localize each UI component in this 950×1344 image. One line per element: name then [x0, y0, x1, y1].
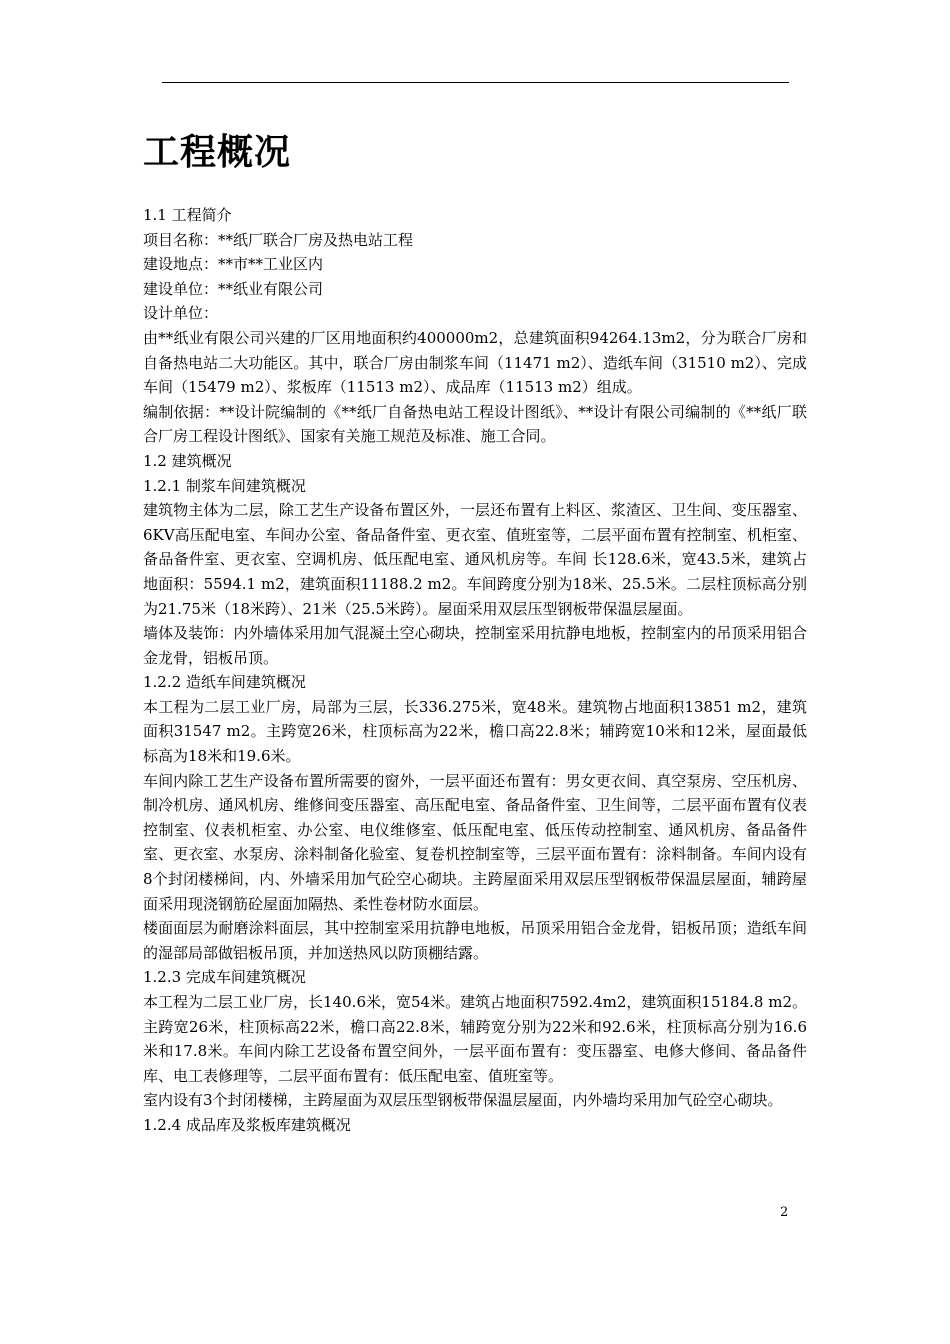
body-paragraph: 本工程为二层工业厂房，长140.6米，宽54米。建筑占地面积7592.4m2，建筑面积15184.8 m2。主跨宽26米，柱顶标高22米，檐口高22.8米，辅跨宽分别为22米和92.6米，柱顶标高分别为16.6米和17.8米。车间内除工艺设备布置空间外，一层平面布置有：变压器室、电修大修间、备品备件库、电工表修理等，二层平面布置有：低压配电室、值班室等。 [143, 993, 807, 1085]
designer-line: 设计单位： [143, 304, 219, 323]
section-heading: 1.2 建筑概况 [143, 451, 232, 470]
section-heading: 1.1 工程简介 [143, 206, 232, 224]
page-number: 2 [780, 1205, 789, 1220]
owner-line: 建设单位：**纸业有限公司 [143, 279, 324, 298]
site-location-line: 建设地点：**市**工业区内 [143, 255, 324, 274]
body-paragraph: 楼面面层为耐磨涂料面层，其中控制室采用抗静电地板，吊顶采用铝合金龙骨，铝板吊顶；造纸车间的湿部局部做铝板吊顶，并加送热风以防顶棚结露。 [143, 919, 807, 962]
body-paragraph: 墙体及装饰：内外墙体采用加气混凝土空心砌块，控制室采用抗静电地板，控制室内的吊顶采用铝合金龙骨，铝板吊顶。 [143, 624, 807, 667]
subsection-heading: 1.2.4 成品库及浆板库建筑概况 [143, 1115, 351, 1134]
subsection-heading: 1.2.3 完成车间建筑概况 [143, 968, 306, 987]
body-paragraph: 本工程为二层工业厂房，局部为三层，长336.275米，宽48米。建筑物占地面积13851 m2，建筑面积31547 m2。主跨宽26米，柱顶标高为22米，檐口高22.8米；辅跨宽10米和12米，屋面最低标高为18米和19.6米。 [143, 697, 807, 766]
subsection-heading: 1.2.2 造纸车间建筑概况 [143, 673, 306, 692]
header-rule [162, 82, 789, 83]
body-paragraph: 车间内除工艺生产设备布置所需要的窗外，一层平面还布置有：男女更衣间、真空泵房、空压机房、制冷机房、通风机房、维修间变压器室、高压配电室、备品备件室、卫生间等，二层平面布置有仪表控制室、仪表机柜室、办公室、电仪维修室、低压配电室、低压传动控制室、通风机房、备品备件室、更衣室、水泵房、涂料制备化验室、复卷机控制室等，三层平面布置有：涂料制备。车间内设有8个封闭楼梯间，内、外墙采用加气砼空心砌块。主跨屋面采用双层压型钢板带保温层屋面，辅跨屋面采用现浇钢筋砼屋面加隔热、柔性卷材防水面层。 [143, 771, 807, 913]
subsection-heading: 1.2.1 制浆车间建筑概况 [143, 476, 306, 495]
overview-paragraph: 由**纸业有限公司兴建的厂区用地面积约400000m2，总建筑面积94264.13m2，分为联合厂房和自备热电站二大功能区。其中，联合厂房由制浆车间（11471 m2）、造纸车间（31510 m2）、完成车间（15479 m2）、浆板库（11513 m2）、成品库（11513 m2）组成。 [143, 328, 807, 397]
document-body [143, 203, 807, 1138]
page-title: 工程概况 [143, 132, 292, 173]
body-paragraph: 建筑物主体为二层，除工艺生产设备布置区外，一层还布置有上料区、浆渣区、卫生间、变压器室、6KV高压配电室、车间办公室、备品备件室、更衣室、值班室等，二层平面布置有控制室、机柜室、备品备件室、更衣室、空调机房、低压配电室、通风机房等。车间 长128.6米，宽43.5米，建筑占地面积：5594.1 m2，建筑面积11188.2 m2。车间跨度分别为18米、25.5米。二层柱顶标高分别为21.75米（18米跨）、21米（25.5米跨）。屋面采用双层压型钢板带保温层屋面。 [143, 501, 807, 618]
body-paragraph: 室内设有3个封闭楼梯，主跨屋面为双层压型钢板带保温层屋面，内外墙均采用加气砼空心砌块。 [143, 1091, 783, 1110]
basis-paragraph: 编制依据：**设计院编制的《**纸厂自备热电站工程设计图纸》、**设计有限公司编制的《**纸厂联合厂房工程设计图纸》、国家有关施工规范及标准、施工合同。 [143, 402, 807, 446]
project-name-line: 项目名称：**纸厂联合厂房及热电站工程 [143, 230, 414, 249]
